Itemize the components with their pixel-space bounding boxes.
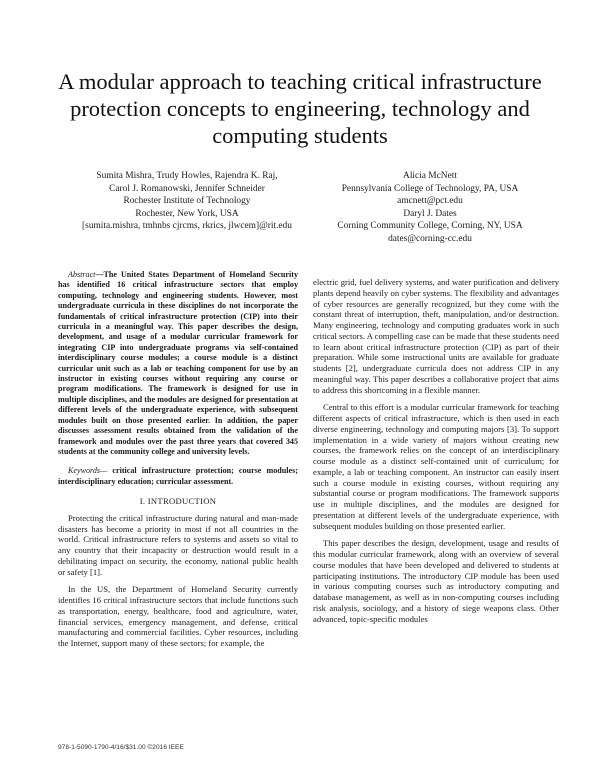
- author-names-line-2: Carol J. Romanowski, Jennifer Schneider: [109, 183, 265, 194]
- author-block-right: [300, 170, 560, 246]
- author-location: Rochester, New York, USA: [135, 208, 239, 219]
- keywords-text: critical infrastructure protection; course modules; interdisciplinary education; curricular assessment.: [58, 466, 298, 486]
- author-affiliation-corning: Corning Community College, Corning, NY, USA: [337, 221, 523, 232]
- abstract-label: Abstract: [68, 270, 96, 279]
- right-column: [313, 277, 559, 631]
- author-names-line-1: Sumita Mishra, Trudy Howles, Rajendra K. Raj,: [96, 171, 278, 181]
- intro-paragraph-1: Protecting the critical infrastructure during natural and man-made disasters has become a priority in most if not all countries in the world. Critical infrastructure refers to systems and assets so vital to any country that their incapacity or destruction would result in a debilitating impact on security, the economy, national public health or safety [1].: [58, 512, 298, 577]
- keywords: [58, 466, 298, 487]
- abstract: [58, 270, 298, 457]
- abstract-text: —The United States Department of Homeland Security has identified 16 critical infrastructure sectors that employ computing, technology and engineering students. However, most undergraduate curricula in these disciplines do not incorporate the fundamentals of critical infrastructure protection (CIP) into their curricula in a meaningful way. This paper describes the design, development, and usage of a modular curricular framework for integrating CIP into undergraduate programs via self-contained interdisciplinary course modules; a course module is a distinct curricular unit such as a lab or teaching component for use by an instructor in existing courses without requiring any course or program modifications. The framework is designed for use in multiple disciplines, and the modules are designed for presentation at different levels of the undergraduate experience, with subsequent modules built on those presented earlier. In addition, the paper discusses assessment results obtained from the validation of the framework and modules over the past three years that covered 345 students at the community college and university levels.: [58, 270, 298, 456]
- paper-title: A modular approach to teaching critical infrastructure protection concepts to engineering, technology and computing students: [58, 69, 542, 148]
- right-paragraph-3: This paper describes the design, development, usage and results of this modular curricular framework, along with an overview of several course modules that have been developed and delivered to students at participating institutions. The introductory CIP module has been used in various computing courses such as introductory computing and database management, as well as in non-computing courses including risk analysis, sociology, and a history of siege weapons class. Other advanced, topic-specific modules: [313, 538, 559, 624]
- right-paragraph-1: electric grid, fuel delivery systems, and water purification and delivery plants depend heavily on cyber systems. The flexibility and advantages of cyber resources are generally recognized, but they come with the constant threat of interruption, theft, manipulation, and/or destruction. Many engineering, technology and computing graduates work in such critical sectors. A compelling case can be made that these students need to learn about critical infrastructure protection (CIP) as part of their preparation. While some instructional units are available for graduate students [2], undergraduate curricula does not address CIP in any meaningful way. This paper describes a collaborative project that aims to address this shortcoming in a flexible manner.: [313, 277, 559, 395]
- author-name-dates: Daryl J. Dates: [403, 208, 457, 219]
- author-affiliation: Rochester Institute of Technology: [123, 196, 251, 207]
- left-column: [58, 270, 298, 656]
- intro-paragraph-2: In the US, the Department of Homeland Security currently identifies 16 critical infrastructure sectors that include functions such as transportation, energy, healthcare, food and agriculture, water, financial services, emergency management, and defense, critical manufacturing and commercial facilities. Cyber resources, including the Internet, support many of these sectors; for example, the: [58, 584, 298, 649]
- author-emails: [sumita.mishra, tmhnbs cjrcms, rkrics, jlwcem]@rit.edu: [82, 221, 292, 232]
- keywords-label: Keywords—: [68, 466, 108, 476]
- author-affiliation-pct: Pennsylvania College of Technology, PA, USA: [341, 183, 519, 194]
- copyright-footer: 978-1-5090-1790-4/16/$31.00 ©2016 IEEE: [58, 744, 184, 751]
- author-block-left: [62, 170, 312, 233]
- author-email-mcnett: amcnett@pct.edu: [397, 196, 463, 207]
- author-email-dates: dates@corning-cc.edu: [388, 233, 472, 244]
- section-heading-introduction: I. INTRODUCTION: [139, 496, 217, 507]
- right-paragraph-2: Central to this effort is a modular curricular framework for teaching different aspects of critical infrastructure, which is then used in each diverse engineering, technology and computing majors [3]. To support implementation in a wide variety of majors without creating new courses, the framework relies on the concept of an interdisciplinary course module as a distinct self-contained unit of curriculum; for example, a lab or teaching component. An instructor can easily insert such a course module in existing courses, without requiring any substantial course or program modifications. The framework supports use in multiple disciplines, and the modules are designed for presentation at different levels of the undergraduate experience, with subsequent modules building on those presented earlier.: [313, 402, 559, 531]
- author-name-mcnett: Alicia McNett: [403, 171, 457, 181]
